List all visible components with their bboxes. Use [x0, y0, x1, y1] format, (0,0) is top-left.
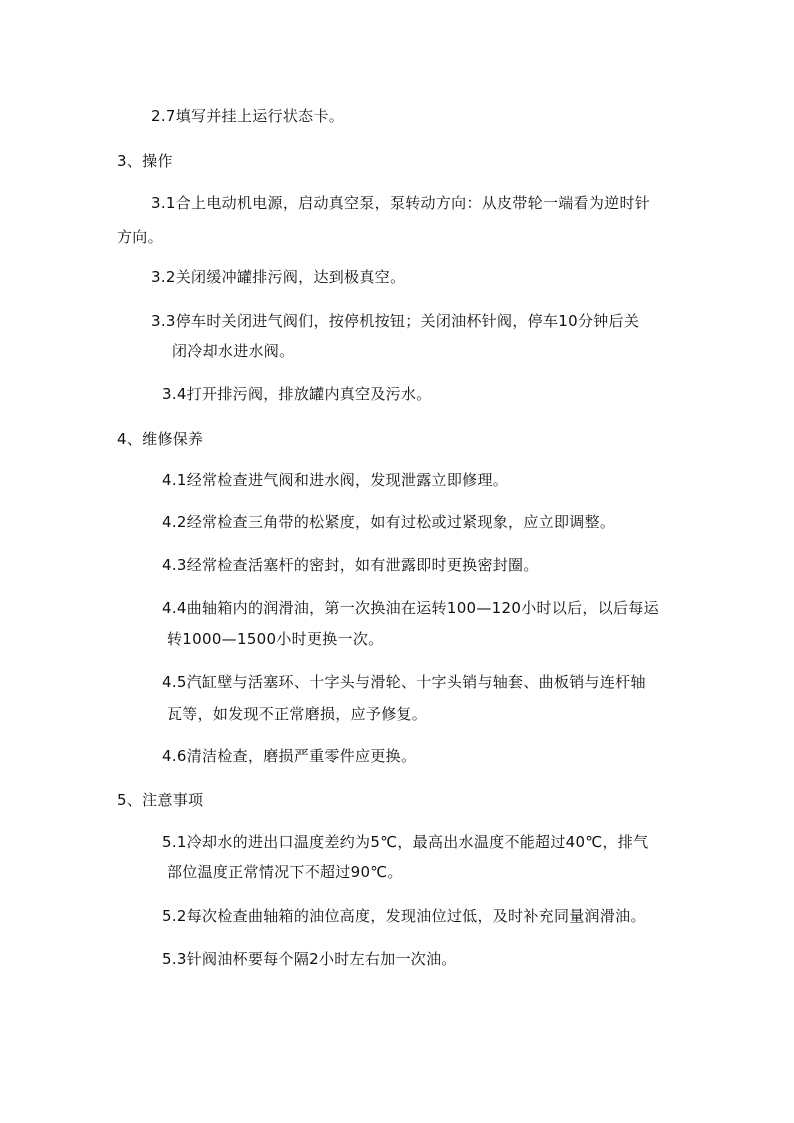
- item-4-1: 4.1经常检查进气阀和进水阀，发现泄露立即修理。: [162, 471, 509, 489]
- section-4-heading: 4、维修保养: [117, 430, 204, 448]
- item-4-4: 4.4曲轴箱内的润滑油，第一次换油在运转100—120小时以后，以后每运: [162, 599, 659, 617]
- item-4-3: 4.3经常检查活塞杆的密封，如有泄露即时更换密封圈。: [162, 556, 539, 574]
- section-5-heading: 5、注意事项: [117, 791, 204, 809]
- item-3-1: 3.1合上电动机电源，启动真空泵，泵转动方向：从皮带轮一端看为逆时针: [151, 194, 651, 212]
- item-4-5: 4.5汽缸壁与活塞环、十字头与滑轮、十字头销与轴套、曲板销与连杆轴: [162, 673, 646, 691]
- item-3-1-continuation: 方向。: [117, 228, 163, 246]
- item-3-3-continuation: 闭冷却水进水阀。: [172, 342, 295, 360]
- item-5-1-continuation: 部位温度正常情况下不超过90℃。: [167, 863, 403, 881]
- item-3-3: 3.3停车时关闭进气阀们，按停机按钮；关闭油杯针阀，停车10分钟后关: [151, 312, 640, 330]
- item-5-1: 5.1冷却水的进出口温度差约为5℃，最高出水温度不能超过40℃，排气: [162, 833, 649, 851]
- item-4-5-continuation: 瓦等，如发现不正常磨损，应予修复。: [167, 705, 428, 723]
- item-4-6: 4.6清洁检查，磨损严重零件应更换。: [162, 747, 417, 765]
- item-5-3: 5.3针阀油杯要每个隔2小时左右加一次油。: [162, 950, 457, 968]
- item-3-4: 3.4打开排污阀，排放罐内真空及污水。: [162, 385, 432, 403]
- section-3-heading: 3、操作: [117, 152, 173, 170]
- item-2-7: 2.7填写并挂上运行状态卡。: [151, 107, 345, 125]
- item-4-4-continuation: 转1000—1500小时更换一次。: [167, 630, 384, 648]
- item-3-2: 3.2关闭缓冲罐排污阀，达到极真空。: [151, 268, 406, 286]
- item-5-2: 5.2每次检查曲轴箱的油位高度，发现油位过低，及时补充同量润滑油。: [162, 907, 646, 925]
- item-4-2: 4.2经常检查三角带的松紧度，如有过松或过紧现象，应立即调整。: [162, 513, 616, 531]
